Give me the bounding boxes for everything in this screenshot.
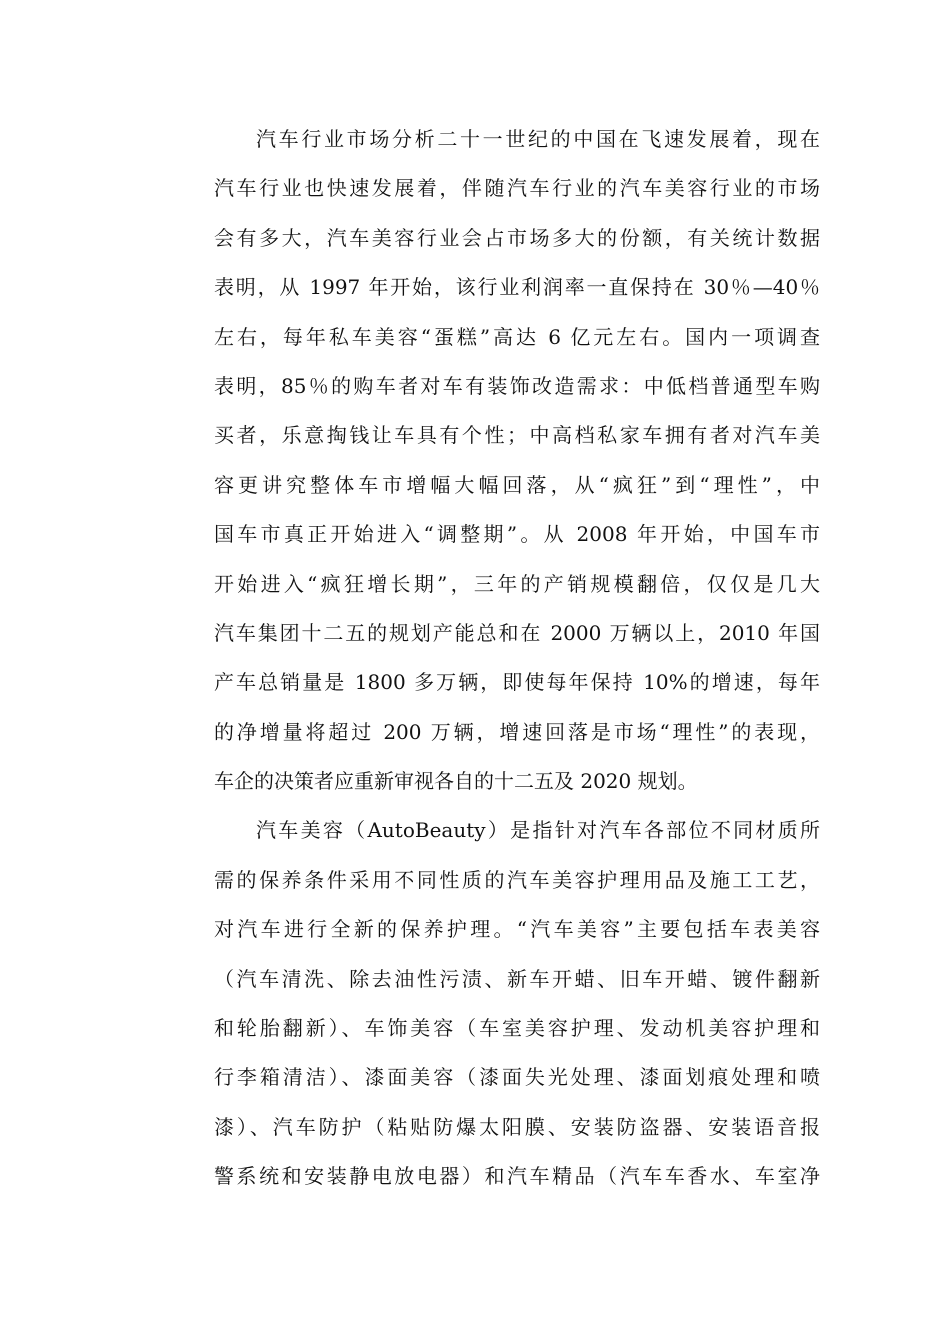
paragraph-1-line-8: 容更讲究整体车市增幅大幅回落，从“疯狂”到“理性”，中 xyxy=(214,472,820,497)
paragraph-1-line-13: 的净增量将超过 200 万辆，增速回落是市场“理性”的表现， xyxy=(214,719,820,744)
paragraph-2-line-6: 行李箱清洁）、漆面美容（漆面失光处理、漆面划痕处理和喷 xyxy=(214,1065,820,1090)
paragraph-1-line-4: 表明，从 1997 年开始，该行业利润率一直保持在 30％—40％ xyxy=(214,275,820,300)
paragraph-1-line-9: 国车市真正开始进入“调整期”。从 2008 年开始，中国车市 xyxy=(214,522,820,547)
paragraph-2-line-7: 漆）、汽车防护（粘贴防爆太阳膜、安装防盗器、安装语音报 xyxy=(214,1114,820,1139)
paragraph-1-line-10: 开始进入“疯狂增长期”，三年的产销规模翻倍，仅仅是几大 xyxy=(214,571,820,596)
paragraph-1-line-1: 汽车行业市场分析二十一世纪的中国在飞速发展着，现在 xyxy=(256,127,820,151)
paragraph-1-line-7: 买者，乐意掏钱让车具有个性；中高档私家车拥有者对汽车美 xyxy=(214,423,820,448)
paragraph-1-line-3: 会有多大，汽车美容行业会占市场多大的份额，有关统计数据 xyxy=(214,225,820,250)
document-body xyxy=(214,115,820,1202)
paragraph-2-line-8: 警系统和安装静电放电器）和汽车精品（汽车车香水、车室净 xyxy=(214,1164,820,1189)
paragraph-2-line-3: 对汽车进行全新的保养护理。“汽车美容”主要包括车表美容 xyxy=(214,917,820,942)
paragraph-1-line-2: 汽车行业也快速发展着，伴随汽车行业的汽车美容行业的市场 xyxy=(214,176,820,201)
paragraph-1-line-14: 车企的决策者应重新审视各自的十二五及 2020 规划。 xyxy=(214,769,698,794)
paragraph-2-line-1: 汽车美容（AutoBeauty）是指针对汽车各部位不同材质所 xyxy=(256,818,820,843)
paragraph-1-line-5: 左右，每年私车美容“蛋糕”高达 6 亿元左右。国内一项调查 xyxy=(214,324,820,349)
paragraph-1-line-6: 表明，85％的购车者对车有装饰改造需求：中低档普通型车购 xyxy=(214,373,820,398)
paragraph-1-line-12: 产车总销量是 1800 多万辆，即使每年保持 10%的增速，每年 xyxy=(214,670,820,695)
paragraph-2-line-4: （汽车清洗、除去油性污渍、新车开蜡、旧车开蜡、镀件翻新 xyxy=(214,966,820,991)
paragraph-2-line-2: 需的保养条件采用不同性质的汽车美容护理用品及施工工艺， xyxy=(214,867,820,892)
paragraph-1-line-11: 汽车集团十二五的规划产能总和在 2000 万辆以上，2010 年国 xyxy=(214,620,820,645)
paragraph-2-line-5: 和轮胎翻新）、车饰美容（车室美容护理、发动机美容护理和 xyxy=(214,1016,820,1041)
